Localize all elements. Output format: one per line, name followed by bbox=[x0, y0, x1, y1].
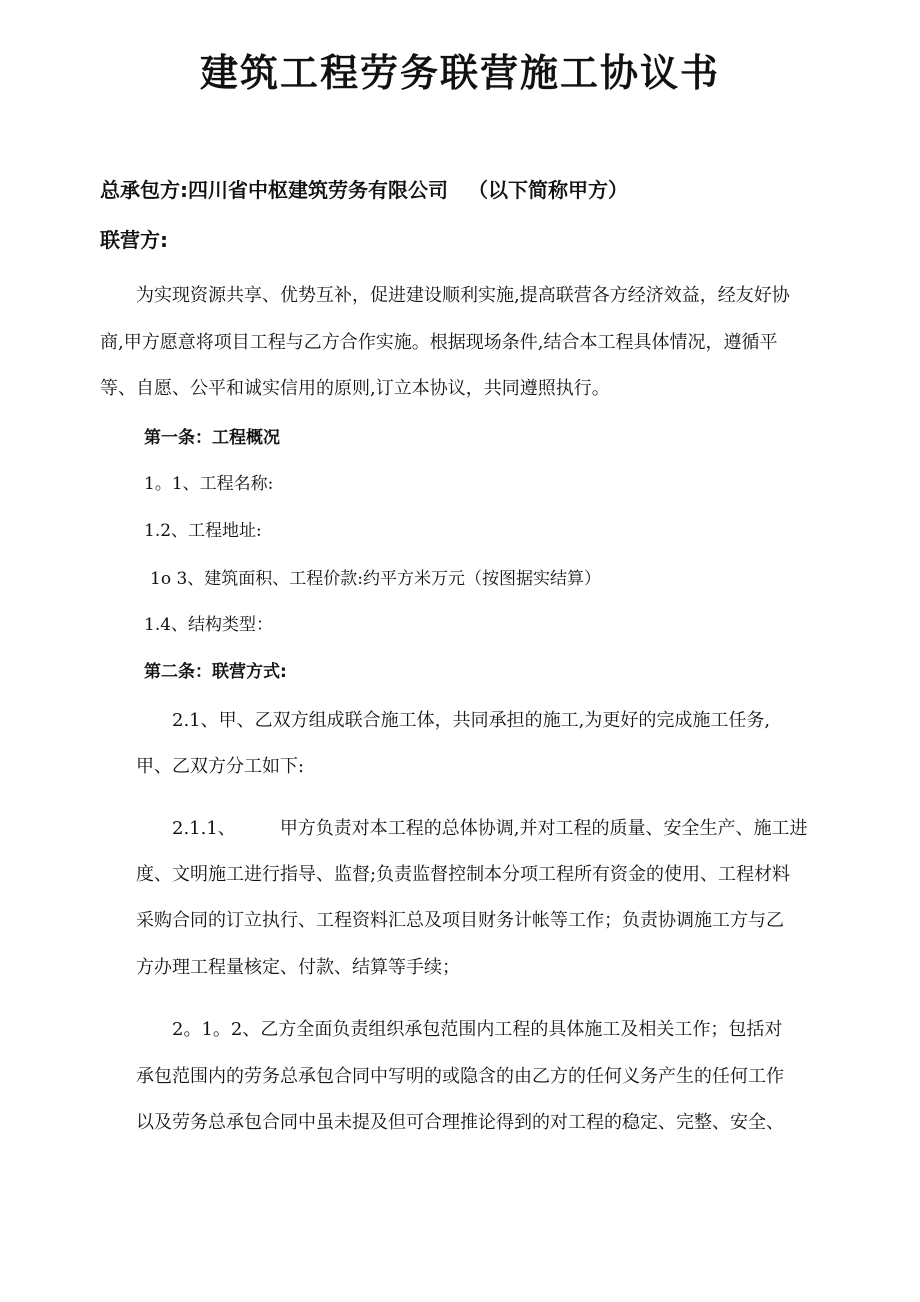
p211-number: 2.1.1、 bbox=[172, 818, 236, 839]
intro-line-1: 为实现资源共享、优势互补，促进建设顺利实施,提高联营各方经济效益，经友好协 bbox=[136, 285, 790, 306]
article2-p212-line-1: 2。1。2、乙方全面负责组织承包范围内工程的具体施工及相关工作；包括对 bbox=[172, 1019, 783, 1040]
p211-text: 甲方负责对本工程的总体协调,并对工程的质量、安全生产、施工进 bbox=[279, 818, 808, 839]
intro-line-2: 商,甲方愿意将项目工程与乙方合作实施。根据现场条件,结合本工程具体情况，遵循平 bbox=[100, 332, 778, 353]
general-contractor-line bbox=[100, 174, 628, 203]
joint-party-label: 联营方: bbox=[100, 228, 168, 252]
article1-heading: 第一条：工程概况 bbox=[144, 428, 280, 448]
article2-heading: 第二条：联营方式: bbox=[144, 662, 287, 682]
article2-p21-line-2: 甲、乙双方分工如下: bbox=[136, 756, 305, 777]
article2-p21-line-1: 2.1、甲、乙双方组成联合施工体，共同承担的施工,为更好的完成施工任务, bbox=[172, 710, 771, 731]
general-contractor-name: 四川省中枢建筑劳务有限公司 bbox=[188, 178, 448, 202]
article2-p211-line-2: 度、文明施工进行指导、监督;负责监督控制本分项工程所有资金的使用、工程材料 bbox=[136, 864, 791, 885]
joint-party-line bbox=[100, 224, 168, 253]
article2-p212-line-3: 以及劳务总承包合同中虽未提及但可合理推论得到的对工程的稳定、完整、安全、 bbox=[136, 1112, 784, 1133]
article1-item-2: 1.2、工程地址: bbox=[144, 521, 262, 541]
article2-p211-line-3: 采购合同的订立执行、工程资料汇总及项目财务计帐等工作；负责协调施工方与乙 bbox=[136, 910, 784, 931]
article2-p211-line-1 bbox=[172, 814, 808, 840]
article1-item-1: 1。1、工程名称: bbox=[144, 474, 274, 494]
article1-item-4: 1.4、结构类型： bbox=[144, 615, 274, 635]
article2-p211-line-4: 方办理工程量核定、付款、结算等手续； bbox=[136, 957, 460, 978]
intro-line-3: 等、自愿、公平和诚实信用的原则,订立本协议，共同遵照执行。 bbox=[100, 378, 610, 399]
article1-item-3: 1o 3、建筑面积、工程价款:约平方米万元（按图据实结算） bbox=[150, 569, 601, 589]
general-contractor-label: 总承包方: bbox=[100, 178, 188, 202]
general-contractor-note: （以下简称甲方） bbox=[468, 178, 628, 202]
document-title: 建筑工程劳务联营施工协议书 bbox=[199, 51, 720, 95]
article2-p212-line-2: 承包范围内的劳务总承包合同中写明的或隐含的由乙方的任何义务产生的任何工作 bbox=[136, 1066, 784, 1087]
